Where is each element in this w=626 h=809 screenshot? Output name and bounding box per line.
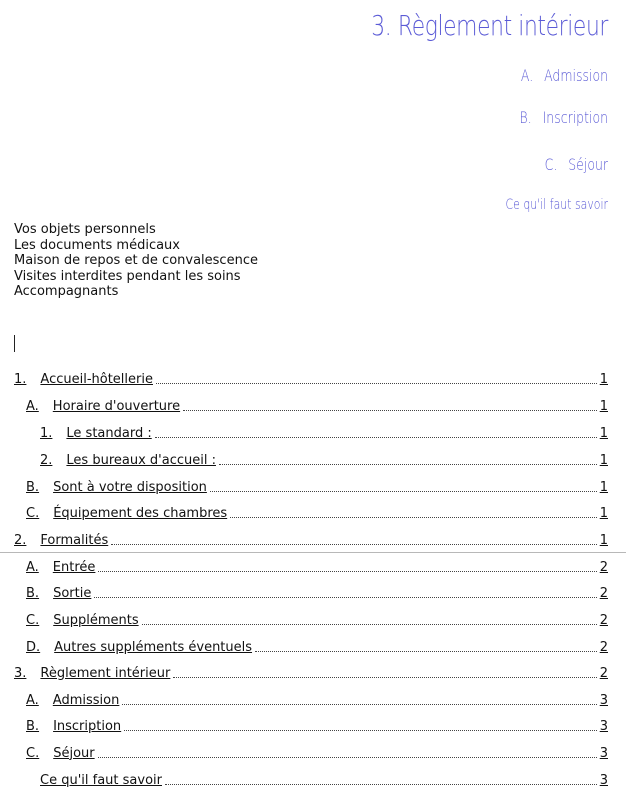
toc-entry-page: 1 — [599, 398, 608, 414]
toc-entry-number: 1. — [14, 371, 27, 387]
toc-dot-leader — [142, 624, 597, 625]
toc-entry-title: Règlement intérieur — [40, 665, 171, 681]
heading-section-b — [520, 108, 608, 127]
toc-entry-number: B. — [26, 585, 40, 601]
toc-entry-title: Suppléments — [53, 612, 139, 628]
toc-entry-title: Sortie — [53, 585, 92, 601]
toc-entry-page: 2 — [599, 612, 608, 628]
toc-dot-leader — [165, 784, 597, 785]
toc-entry[interactable] — [26, 742, 608, 764]
toc-entry-number: C. — [26, 505, 40, 521]
toc-entry-page: 1 — [599, 479, 608, 495]
toc-entry-number: A. — [26, 398, 39, 414]
toc-entry-number: 1. — [40, 425, 53, 441]
toc-dot-leader — [155, 437, 597, 438]
toc-entry[interactable] — [26, 502, 608, 524]
plain-list — [14, 222, 258, 300]
toc-entry-title: Inscription — [53, 718, 122, 734]
toc-entry-title: Séjour — [53, 745, 95, 761]
toc-entry-title: Accueil-hôtellerie — [40, 371, 153, 387]
heading-section-label: Inscription — [542, 108, 608, 127]
toc-entry-page: 3 — [599, 772, 608, 788]
toc-entry-title: Horaire d'ouverture — [52, 398, 181, 414]
toc-entry-number: D. — [26, 639, 41, 655]
toc-entry-title: Autres suppléments éventuels — [54, 639, 253, 655]
toc-entry-number: C. — [26, 612, 40, 628]
toc-entry-title: Ce qu'il faut savoir — [40, 772, 162, 788]
toc-entry-title: Sont à votre disposition — [53, 479, 207, 495]
toc-entry-number: A. — [26, 692, 39, 708]
toc-entry-page: 3 — [599, 745, 608, 761]
toc-entry[interactable] — [26, 556, 608, 578]
toc-entry-page: 1 — [599, 532, 608, 548]
toc-entry-number: B. — [26, 479, 40, 495]
text-cursor — [14, 335, 15, 352]
toc-entry[interactable] — [40, 769, 608, 791]
toc-entry-number: 2. — [14, 532, 27, 548]
toc-entry-title: Le standard : — [66, 425, 152, 441]
toc-dot-leader — [230, 517, 597, 518]
toc-entry[interactable] — [26, 609, 608, 631]
heading-section-letter: A. — [520, 66, 534, 85]
toc-dot-leader — [98, 757, 597, 758]
toc-entry[interactable] — [26, 689, 608, 711]
heading-note: Ce qu'il faut savoir — [505, 197, 608, 213]
toc-entry-page: 2 — [599, 559, 608, 575]
toc-entry-page: 2 — [599, 585, 608, 601]
toc-entry-page: 3 — [599, 718, 608, 734]
toc-entry-number: 3. — [14, 665, 27, 681]
heading-section-label: Admission — [544, 66, 608, 85]
list-item: Les documents médicaux — [14, 237, 180, 253]
heading-section-letter: B. — [519, 108, 532, 127]
heading-section-c — [545, 155, 608, 174]
toc-dot-leader — [219, 464, 597, 465]
heading-section-a — [521, 66, 608, 85]
list-item: Vos objets personnels — [14, 222, 156, 237]
toc-dot-leader — [183, 410, 597, 411]
heading-title: 3. Règlement intérieur — [371, 9, 608, 42]
toc-entry[interactable] — [14, 662, 608, 684]
toc-entry-page: 2 — [599, 639, 608, 655]
list-item: Accompagnants — [14, 284, 119, 299]
toc-entry-page: 1 — [599, 425, 608, 441]
toc-dot-leader — [111, 544, 597, 545]
toc-entry-number: C. — [26, 745, 40, 761]
toc-entry-page: 3 — [599, 692, 608, 708]
heading-section-letter: C. — [544, 155, 558, 174]
toc-entry[interactable] — [40, 422, 608, 444]
toc-dot-leader — [98, 571, 596, 572]
toc-entry[interactable] — [26, 582, 608, 604]
toc-entry-title: Les bureaux d'accueil : — [66, 452, 216, 468]
toc-dot-leader — [210, 491, 597, 492]
toc-dot-leader — [124, 730, 597, 731]
toc-dot-leader — [156, 383, 597, 384]
toc-entry-title: Admission — [52, 692, 120, 708]
toc-entry[interactable] — [26, 636, 608, 658]
list-item: Visites interdites pendant les soins — [14, 268, 241, 284]
toc-entry[interactable] — [14, 529, 608, 551]
toc-entry-page: 1 — [599, 371, 608, 387]
toc-entry-title: Formalités — [40, 532, 109, 548]
toc-entry[interactable] — [14, 368, 608, 390]
toc-entry-number: B. — [26, 718, 40, 734]
toc-dot-leader — [255, 651, 597, 652]
page-divider — [0, 552, 626, 553]
toc-dot-leader — [122, 704, 596, 705]
toc-entry[interactable] — [26, 395, 608, 417]
toc-dot-leader — [94, 597, 596, 598]
toc-entry-page: 2 — [599, 665, 608, 681]
toc-entry[interactable] — [40, 449, 608, 471]
toc-dot-leader — [173, 677, 596, 678]
toc-entry-number: 2. — [40, 452, 53, 468]
toc-entry-page: 1 — [599, 452, 608, 468]
toc-entry-title: Équipement des chambres — [53, 505, 228, 521]
toc-entry[interactable] — [26, 715, 608, 737]
heading-section-label: Séjour — [568, 155, 608, 174]
toc-entry-page: 1 — [599, 505, 608, 521]
toc-entry[interactable] — [26, 476, 608, 498]
list-item: Maison de repos et de convalescence — [14, 253, 258, 268]
toc-entry-title: Entrée — [52, 559, 96, 575]
toc-entry-number: A. — [26, 559, 39, 575]
